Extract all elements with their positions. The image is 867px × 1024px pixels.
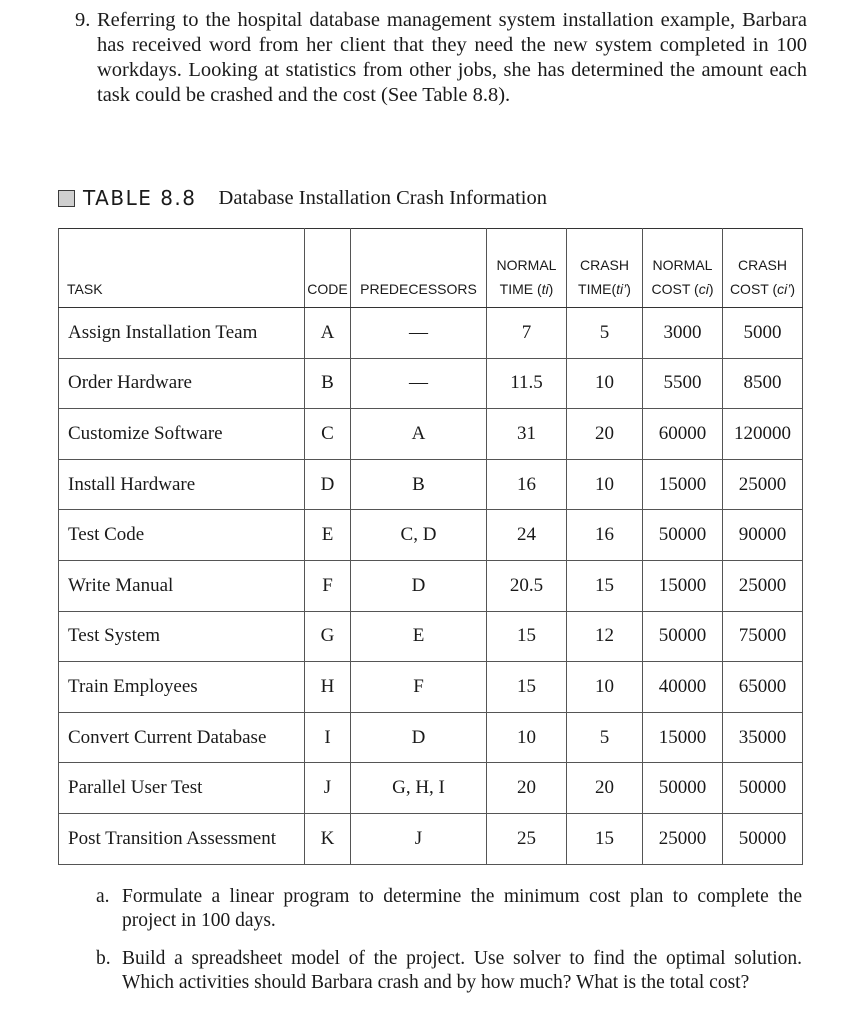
header-crash-cost: CRASH COST (ci’) bbox=[723, 229, 803, 308]
cell-predecessors: — bbox=[351, 358, 487, 409]
table-row bbox=[59, 308, 803, 359]
cell-normal-time: 11.5 bbox=[487, 358, 567, 409]
cell-code: C bbox=[305, 409, 351, 460]
cell-code: K bbox=[305, 813, 351, 864]
table-row bbox=[59, 813, 803, 864]
cell-task: Test System bbox=[59, 611, 305, 662]
cell-crash-time: 16 bbox=[567, 510, 643, 561]
cell-normal-time: 7 bbox=[487, 308, 567, 359]
cell-normal-cost: 15000 bbox=[643, 560, 723, 611]
header-task: TASK bbox=[59, 229, 305, 308]
cell-predecessors: D bbox=[351, 560, 487, 611]
cell-predecessors: D bbox=[351, 712, 487, 763]
cell-normal-cost: 25000 bbox=[643, 813, 723, 864]
cell-crash-cost: 35000 bbox=[723, 712, 803, 763]
cell-task: Test Code bbox=[59, 510, 305, 561]
cell-normal-time: 20 bbox=[487, 763, 567, 814]
cell-normal-time: 10 bbox=[487, 712, 567, 763]
question-text: Build a spreadsheet model of the project. Use solver to find the optimal solution. Which activities should Barbara crash and by how much? What is the total cost? bbox=[122, 948, 802, 993]
table-row bbox=[59, 611, 803, 662]
header-predecessors: PREDECESSORS bbox=[351, 229, 487, 308]
cell-normal-cost: 50000 bbox=[643, 611, 723, 662]
cell-crash-time: 10 bbox=[567, 358, 643, 409]
cell-crash-cost: 8500 bbox=[723, 358, 803, 409]
table-title: Database Installation Crash Information bbox=[218, 186, 547, 209]
cell-task: Post Transition Assessment bbox=[59, 813, 305, 864]
cell-task: Order Hardware bbox=[59, 358, 305, 409]
table-row bbox=[59, 712, 803, 763]
question-label: a. bbox=[96, 886, 110, 907]
cell-code: F bbox=[305, 560, 351, 611]
cell-crash-time: 15 bbox=[567, 560, 643, 611]
table-row bbox=[59, 510, 803, 561]
problem-number: 9. bbox=[75, 9, 91, 31]
cell-normal-time: 16 bbox=[487, 459, 567, 510]
cell-crash-time: 20 bbox=[567, 409, 643, 460]
question-b bbox=[96, 947, 802, 995]
cell-normal-cost: 40000 bbox=[643, 662, 723, 713]
cell-code: H bbox=[305, 662, 351, 713]
cell-crash-cost: 90000 bbox=[723, 510, 803, 561]
cell-normal-cost: 50000 bbox=[643, 763, 723, 814]
cell-normal-cost: 3000 bbox=[643, 308, 723, 359]
header-normal-cost: NORMAL COST (ci) bbox=[643, 229, 723, 308]
table-label: TABLE 8.8 bbox=[83, 186, 197, 210]
cell-crash-cost: 65000 bbox=[723, 662, 803, 713]
cell-normal-time: 31 bbox=[487, 409, 567, 460]
cell-task: Convert Current Database bbox=[59, 712, 305, 763]
cell-crash-time: 12 bbox=[567, 611, 643, 662]
cell-normal-time: 20.5 bbox=[487, 560, 567, 611]
cell-predecessors: E bbox=[351, 611, 487, 662]
cell-task: Write Manual bbox=[59, 560, 305, 611]
cell-predecessors: A bbox=[351, 409, 487, 460]
table-row bbox=[59, 763, 803, 814]
cell-task: Customize Software bbox=[59, 409, 305, 460]
table-row bbox=[59, 560, 803, 611]
cell-code: E bbox=[305, 510, 351, 561]
cell-crash-cost: 120000 bbox=[723, 409, 803, 460]
cell-crash-time: 10 bbox=[567, 459, 643, 510]
table-marker-icon bbox=[58, 190, 75, 207]
cell-code: D bbox=[305, 459, 351, 510]
cell-normal-cost: 15000 bbox=[643, 459, 723, 510]
question-a bbox=[96, 885, 802, 933]
cell-crash-time: 15 bbox=[567, 813, 643, 864]
cell-normal-cost: 60000 bbox=[643, 409, 723, 460]
cell-crash-time: 10 bbox=[567, 662, 643, 713]
cell-predecessors: — bbox=[351, 308, 487, 359]
cell-crash-time: 5 bbox=[567, 712, 643, 763]
cell-code: G bbox=[305, 611, 351, 662]
question-text: Formulate a linear program to determine the minimum cost plan to complete the project in 100 days. bbox=[122, 886, 802, 931]
question-list bbox=[96, 885, 802, 1009]
cell-crash-cost: 50000 bbox=[723, 763, 803, 814]
problem-statement bbox=[75, 8, 807, 108]
cell-code: A bbox=[305, 308, 351, 359]
cell-code: B bbox=[305, 358, 351, 409]
cell-normal-time: 15 bbox=[487, 662, 567, 713]
cell-task: Parallel User Test bbox=[59, 763, 305, 814]
cell-normal-time: 24 bbox=[487, 510, 567, 561]
cell-crash-cost: 25000 bbox=[723, 459, 803, 510]
problem-text: Referring to the hospital database management system installation example, Barbara has received word from her client that they need the new system completed in 100 workdays. Looking at statistics from other jobs, she has determined the amount each task could be crashed and the cost (See Table 8.8). bbox=[97, 9, 807, 106]
cell-crash-cost: 75000 bbox=[723, 611, 803, 662]
table-row bbox=[59, 358, 803, 409]
table-row bbox=[59, 409, 803, 460]
cell-task: Train Employees bbox=[59, 662, 305, 713]
table-caption bbox=[58, 186, 547, 210]
cell-normal-cost: 5500 bbox=[643, 358, 723, 409]
crash-info-table bbox=[58, 228, 803, 865]
cell-task: Assign Installation Team bbox=[59, 308, 305, 359]
cell-crash-time: 5 bbox=[567, 308, 643, 359]
header-crash-time: CRASH TIME(ti’) bbox=[567, 229, 643, 308]
cell-code: I bbox=[305, 712, 351, 763]
question-label: b. bbox=[96, 948, 111, 969]
cell-crash-cost: 5000 bbox=[723, 308, 803, 359]
cell-code: J bbox=[305, 763, 351, 814]
header-normal-time: NORMAL TIME (ti) bbox=[487, 229, 567, 308]
cell-crash-time: 20 bbox=[567, 763, 643, 814]
table-row bbox=[59, 459, 803, 510]
cell-predecessors: J bbox=[351, 813, 487, 864]
cell-crash-cost: 25000 bbox=[723, 560, 803, 611]
table-header-row bbox=[59, 229, 803, 308]
cell-predecessors: G, H, I bbox=[351, 763, 487, 814]
cell-task: Install Hardware bbox=[59, 459, 305, 510]
cell-crash-cost: 50000 bbox=[723, 813, 803, 864]
table-row bbox=[59, 662, 803, 713]
cell-predecessors: C, D bbox=[351, 510, 487, 561]
cell-normal-time: 25 bbox=[487, 813, 567, 864]
cell-normal-cost: 15000 bbox=[643, 712, 723, 763]
cell-normal-time: 15 bbox=[487, 611, 567, 662]
cell-normal-cost: 50000 bbox=[643, 510, 723, 561]
cell-predecessors: F bbox=[351, 662, 487, 713]
header-code: CODE bbox=[305, 229, 351, 308]
cell-predecessors: B bbox=[351, 459, 487, 510]
